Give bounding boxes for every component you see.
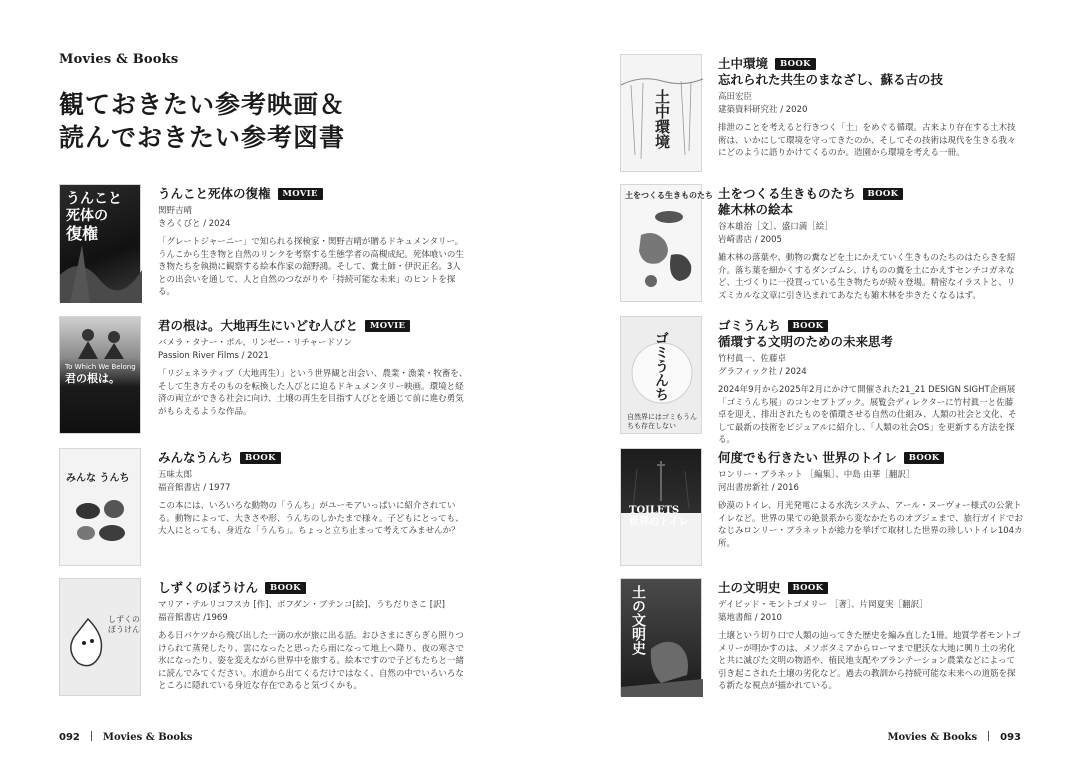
footer-left — [59, 731, 193, 743]
book-badge: BOOK — [775, 58, 816, 70]
entry-title: みんなうんち — [158, 450, 234, 465]
cover-image-sekai-toilet — [620, 448, 702, 566]
cover-text: 世界のトイレ — [629, 517, 689, 528]
entry-publisher: 福音館書店 /1969 — [158, 612, 228, 623]
footer-section-tag: Movies & Books — [102, 732, 193, 743]
cover-text: 文明史 — [630, 613, 646, 655]
entry-author: マリア・テルリコフスカ [作]、ボフダン・ブテンコ[絵]、うちだりさこ [訳] — [158, 600, 445, 610]
entry-title-row — [718, 580, 1023, 596]
entry-publisher: 建築資料研究社 / 2020 — [718, 104, 808, 115]
entry-author: デイビッド・モントゴメリー ［著］、片岡夏実［翻訳］ — [718, 600, 928, 610]
entry-subtitle: 循環する文明のための未来思考 — [718, 334, 894, 349]
entry-description: 雑木林の落葉や、動物の糞などを土にかえていく生きものたちのはたらきを紹介。落ち葉を細かくするダンゴムシ、けものの糞を土にかえすセンチコガネなど、土づくりに一役買っている生き物たちが続々登場。精密なイラストと、リズミカルな文章に引き込まれてあなたも雑木林を歩きたくなるはず。 — [718, 253, 1016, 301]
entry-title-row — [158, 186, 468, 202]
footer-section-tag: Movies & Books — [887, 732, 978, 743]
entry-title-row — [158, 318, 468, 334]
cover-image-dochu-kankyo — [620, 54, 702, 172]
cover-image-kimi-no-ne — [59, 316, 141, 434]
cover-image-shizuku — [59, 578, 141, 696]
entry-author: 五味太郎 — [158, 470, 193, 480]
cover-image-tsuchi-ikimono — [620, 184, 713, 302]
footer-divider — [988, 731, 989, 741]
entry-minna-unchi — [158, 450, 468, 538]
entry-description: 2024年9月から2025年2月にかけて開催された21_21 DESIGN SIGHT企画展「ゴミうんち展」のコンセプトブック。展覧会ディレクターに竹村眞一と佐藤 卓を迎え、排出されたものを循環させる自然の仕組み、人類の社会と文化、そして最新の技術をビジュアルに紹介し、「人類の社会OS」を更新する方法を探る。 — [718, 385, 1017, 445]
entry-shizuku — [158, 580, 468, 693]
entry-dochu-kankyo — [718, 56, 1023, 160]
cover-text: ゴミうんち — [653, 331, 669, 401]
page-number-left: 092 — [59, 732, 80, 743]
cover-text: 土の — [630, 585, 646, 613]
book-badge: BOOK — [265, 582, 306, 594]
entry-publisher: 岩崎書店 / 2005 — [718, 234, 782, 245]
footer-divider — [91, 731, 92, 741]
entry-title: しずくのぼうけん — [158, 580, 259, 595]
book-badge: BOOK — [788, 320, 829, 332]
section-tag: Movies & Books — [59, 52, 179, 67]
entry-tsuchi-ikimono — [718, 186, 1023, 302]
cover-text: 自然界にはゴミもうんちも存在しない — [627, 413, 697, 430]
entry-title: 何度でも行きたい 世界のトイレ — [718, 450, 897, 465]
page-title-line-2: 読んでおきたい参考図書 — [59, 123, 346, 152]
entry-title-row — [718, 56, 1023, 72]
entry-title: 土の文明史 — [718, 580, 781, 595]
entry-title-row — [718, 450, 1023, 466]
cover-text: To Which We Belong — [65, 363, 136, 371]
entry-author: バメラ・タナー・ボル、リンゼー・リチャードソン — [158, 338, 353, 348]
entry-gomi-unchi — [718, 318, 1023, 447]
entry-publisher: 河出書房新社 / 2016 — [718, 482, 799, 493]
entry-subtitle: 雑木林の絵本 — [718, 202, 794, 217]
entry-author: 高田宏臣 — [718, 92, 753, 102]
entry-author: ロンリー・プラネット ［編集］、中島 由華［翻訳］ — [718, 470, 915, 480]
entry-publisher: Passion River Films / 2021 — [158, 350, 269, 361]
entry-sekai-toilet — [718, 450, 1023, 550]
entry-tsuchi-bunmeishi — [718, 580, 1023, 693]
movie-badge: MOVIE — [365, 320, 410, 332]
cover-text: しずくの — [108, 615, 140, 624]
page-title — [59, 88, 345, 154]
entry-author: 谷本雄治［文］、盛口満［絵］ — [718, 222, 833, 232]
entry-title: 君の根は。大地再生にいどむ人びと — [158, 318, 359, 333]
entry-title-row — [158, 580, 468, 596]
entry-publisher: グラフィック社 / 2024 — [718, 366, 807, 377]
cover-text: 死体の — [66, 208, 108, 224]
entry-title: 土をつくる生きものたち — [718, 186, 856, 201]
entry-author: 関野吉晴 — [158, 206, 193, 216]
cover-image-tsuchi-bunmeishi — [620, 578, 702, 696]
entry-title-row — [718, 318, 1023, 334]
cover-text: みんな うんち — [66, 473, 130, 484]
cover-text: 土中 — [653, 89, 671, 119]
entry-description: 土壌という切り口で人類の辿ってきた歴史を編み直した1冊。地質学者モントゴメリーが明かすのは、メソポタミアからローマまで肥沃な大地に興り土の劣化と共に滅びた文明の物語や、植民地支配やプランテーション農業などによって引き起こされた土壌の劣化など。過去の教訓から持続可能な未来への道筋を探る新たな視点が描かれている。 — [718, 631, 1021, 691]
entry-author: 竹村眞一、佐藤卓 — [718, 354, 787, 364]
entry-description: 砂漠のトイレ、月光発電による水洗システム、アール・ヌーヴォー様式の公衆トイレなど。世界の果ての絶景系から変なかたちのオブジェまで、旅行ガイドでおなじみロンリー・プラネットが総力を挙げて取材した世界の珍しいトイレ104カ所。 — [718, 501, 1023, 549]
cover-text: TOILETS — [629, 505, 680, 516]
entry-title: うんこと死体の復権 — [158, 186, 271, 201]
page-title-line-1: 観ておきたい参考映画＆ — [59, 90, 346, 119]
book-badge: BOOK — [904, 452, 945, 464]
movie-badge: MOVIE — [278, 188, 323, 200]
cover-text: ぼうけん — [108, 625, 140, 634]
entry-title-row — [718, 186, 1023, 202]
entry-unko-shitai — [158, 186, 468, 299]
book-badge: BOOK — [863, 188, 904, 200]
cover-text: 環境 — [653, 119, 671, 149]
book-badge: BOOK — [240, 452, 281, 464]
entry-description: 排泄のことを考えると行きつく「土」をめぐる循環。古来より存在する土木技術は、いかにして環境を守ってきたのか、そしてその技術は現代を生きる我々にどのように語りかけてくるのか。造園から環境を考える一冊。 — [718, 123, 1016, 158]
entry-title-row — [158, 450, 468, 466]
cover-image-gomi-unchi — [620, 316, 702, 434]
footer-right — [887, 731, 1021, 743]
entry-title: ゴミうんち — [718, 318, 781, 333]
entry-description: この本には、いろいろな動物の「うんち」がユーモアいっぱいに紹介されている。動物によって、大きさや形、うんちのしかたまで様々。子どもにとっても、大人にとっても、身近な「うんち」。ちょっと立ち止まって考えてみませんか？ — [158, 501, 464, 536]
page-number-right: 093 — [1000, 732, 1021, 743]
cover-text: 君の根は。 — [65, 372, 120, 385]
entry-description: 「グレートジャーニー」で知られる探検家・関野吉晴が贈るドキュメンタリー。うんこから生き物と自然のリンクを考察する生態学者の高槻成紀。死体喰いの生き物たちを執拗に観察する絵本作家の舘野鴻。そして、糞土師・伊沢正名。3人との出会いを通して、人と自然のつながりや「持続可能な未来」のヒントを探る。 — [158, 237, 464, 297]
cover-text: うんこと — [66, 191, 122, 207]
entry-publisher: きろくびと / 2024 — [158, 218, 231, 229]
cover-image-minna-unchi — [59, 448, 141, 566]
cover-image-unko-shitai — [59, 184, 141, 302]
cover-text: 土をつくる生きものたち — [625, 191, 713, 200]
cover-text: 復権 — [66, 224, 99, 243]
entry-kimi-no-ne — [158, 318, 468, 418]
book-badge: BOOK — [788, 582, 829, 594]
entry-title: 土中環境 — [718, 56, 769, 71]
entry-publisher: 福音館書店 / 1977 — [158, 482, 231, 493]
entry-subtitle: 忘れられた共生のまなざし、蘇る古の技 — [718, 72, 944, 87]
entry-description: 「リジェネラティブ（大地再生）」という世界観と出会い、農業・漁業・牧畜を、そして生き方そのものを転換した人びとに迫るドキュメンタリー映画。環境と経済の両立ができる社会に向け、土壌の再生を目指す人びとを通じて前に進む勇気がもらえるような作品。 — [158, 369, 468, 417]
entry-publisher: 築地書館 / 2010 — [718, 612, 782, 623]
entry-description: ある日バケツから飛び出した一滴の水が旅に出る話。おひさまにぎらぎら照りつけられて蒸発したり、雲になったと思ったら雨になって地上へ降り、夜の寒さで氷になったり、姿を変えながら世界中を旅する。絵本ですので子どもたちと一緒に読んでみてください。水道から出てくるだけではなく、自然の中でいろいろなところに隠れている身近な存在であると気づくかも。 — [158, 631, 465, 691]
